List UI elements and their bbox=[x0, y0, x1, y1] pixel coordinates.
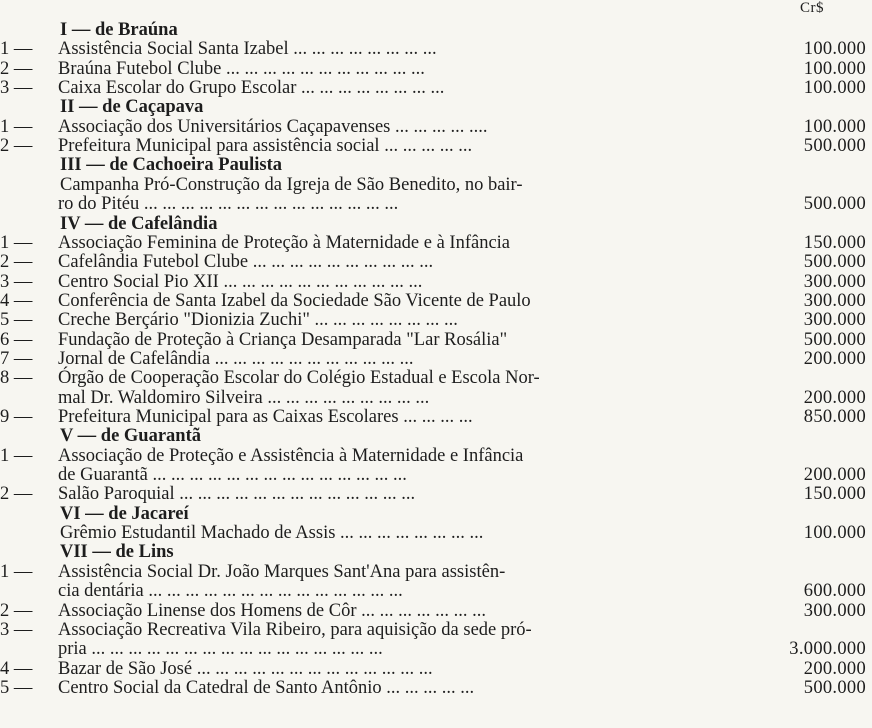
entry-amount: 500.000 bbox=[803, 194, 866, 215]
section-title: I — de Braúna bbox=[60, 20, 178, 40]
entry-number: 1 — bbox=[0, 39, 33, 60]
entry-amount: 100.000 bbox=[803, 58, 866, 79]
entry-amount: 300.000 bbox=[803, 290, 866, 311]
entry-text: Conferência de Santa Izabel da Sociedade São Vicente de Paulo bbox=[58, 290, 531, 311]
entry-amount: 150.000 bbox=[803, 484, 866, 505]
entry-amount: 500.000 bbox=[803, 136, 866, 157]
entry-text: Prefeitura Municipal para assistência social ... ... ... ... ... bbox=[58, 136, 473, 157]
entry-amount: 3.000.000 bbox=[789, 639, 866, 660]
entry-text: Grêmio Estudantil Machado de Assis ... ... ... ... ... ... ... ... bbox=[60, 523, 484, 544]
entry-text: Assistência Social Dr. João Marques Sant'Ana para assistên- bbox=[58, 561, 506, 582]
entry-number: 5 — bbox=[0, 677, 33, 698]
entry-text: mal Dr. Waldomiro Silveira ... ... ... ... ... ... ... ... ... bbox=[58, 387, 430, 408]
entry-amount: 500.000 bbox=[803, 677, 866, 698]
entry-amount: 200.000 bbox=[803, 658, 866, 679]
entry-text: Creche Berçário "Dionizia Zuchi" ... ... ... ... ... ... ... ... bbox=[58, 310, 458, 331]
entry-number: 2 — bbox=[0, 58, 33, 79]
entry-text: Centro Social Pio XII ... ... ... ... ... ... ... ... ... ... ... bbox=[58, 271, 423, 292]
entry-number: 9 — bbox=[0, 407, 33, 427]
entry-number: 1 — bbox=[0, 445, 33, 466]
entry-amount: 100.000 bbox=[803, 523, 866, 544]
entry-number: 6 — bbox=[0, 329, 33, 350]
entry-amount: 600.000 bbox=[803, 581, 866, 602]
entry-number: 7 — bbox=[0, 348, 33, 369]
entry-number: 3 — bbox=[0, 78, 33, 99]
entry-amount: 200.000 bbox=[803, 387, 866, 408]
entry-amount: 100.000 bbox=[803, 116, 866, 137]
entry-number: 3 — bbox=[0, 619, 33, 640]
entry-number: 1 — bbox=[0, 116, 33, 137]
entry-text: Fundação de Proteção à Criança Desamparada "Lar Rosália" bbox=[58, 329, 508, 350]
section-title: VI — de Jacareí bbox=[60, 503, 189, 524]
entry-amount: 300.000 bbox=[803, 310, 866, 331]
entry-number: 2 — bbox=[0, 484, 33, 505]
entry-amount: 150.000 bbox=[803, 232, 866, 253]
entry-text: Campanha Pró-Construção da Igreja de São Benedito, no bair- bbox=[60, 174, 523, 195]
entry-amount: 100.000 bbox=[803, 39, 866, 60]
section-title: VII — de Lins bbox=[60, 542, 174, 563]
section-title: V — de Guarantã bbox=[60, 426, 201, 447]
entry-number: 2 — bbox=[0, 136, 33, 157]
section-title: II — de Caçapava bbox=[60, 97, 204, 118]
entry-amount: 200.000 bbox=[803, 348, 866, 369]
entry-text: cia dentária ... ... ... ... ... ... ... ... ... ... ... ... ... ... bbox=[58, 581, 403, 602]
entry-text: Associação dos Universitários Caçapavenses ... ... ... ... .... bbox=[58, 116, 488, 137]
entry-number: 4 — bbox=[0, 290, 33, 311]
entry-amount: 100.000 bbox=[803, 78, 866, 99]
entry-text: Associação Recreativa Vila Ribeiro, para aquisição da sede pró- bbox=[58, 619, 532, 640]
entry-text: Assistência Social Santa Izabel ... ... ... ... ... ... ... ... bbox=[58, 39, 437, 60]
entry-text: Prefeitura Municipal para as Caixas Escolares ... ... ... ... bbox=[58, 407, 473, 427]
entry-number: 5 — bbox=[0, 310, 33, 331]
entry-number: 1 — bbox=[0, 232, 33, 253]
entry-amount: 300.000 bbox=[803, 600, 866, 621]
entry-text: Cafelândia Futebol Clube ... ... ... ... ... ... ... ... ... ... bbox=[58, 252, 434, 273]
entry-amount: 200.000 bbox=[803, 465, 866, 486]
entry-text: de Guarantã ... ... ... ... ... ... ... ... ... ... ... ... ... ... bbox=[58, 465, 407, 486]
entry-amount: 500.000 bbox=[803, 329, 866, 350]
entry-text: Bazar de São José ... ... ... ... ... ... ... ... ... ... ... ... ... bbox=[58, 658, 433, 679]
section-title: III — de Cachoeira Paulista bbox=[60, 155, 282, 176]
entry-text: Jornal de Cafelândia ... ... ... ... ... ... ... ... ... ... ... bbox=[58, 348, 414, 369]
entry-text: Associação de Proteção e Assistência à Maternidade e Infância bbox=[58, 445, 524, 466]
section-title: IV — de Cafelândia bbox=[60, 213, 218, 234]
entry-number: 1 — bbox=[0, 561, 33, 582]
currency-header: Cr$ bbox=[800, 0, 824, 16]
entry-number: 3 — bbox=[0, 271, 33, 292]
entry-amount: 850.000 bbox=[803, 407, 866, 427]
entry-amount: 300.000 bbox=[803, 271, 866, 292]
entry-text: Salão Paroquial ... ... ... ... ... ... ... ... ... ... ... ... ... bbox=[58, 484, 416, 505]
entry-text: Associação Linense dos Homens de Côr ... ... ... ... ... ... ... bbox=[58, 600, 487, 621]
entry-amount: 500.000 bbox=[803, 252, 866, 273]
entry-text: Braúna Futebol Clube ... ... ... ... ... ... ... ... ... ... ... bbox=[58, 58, 425, 79]
entry-number: 2 — bbox=[0, 252, 33, 273]
entry-number: 8 — bbox=[0, 368, 33, 389]
entry-text: Caixa Escolar do Grupo Escolar ... ... ... ... ... ... ... ... bbox=[58, 78, 445, 99]
entry-text: Associação Feminina de Proteção à Maternidade e à Infância bbox=[58, 232, 511, 253]
entry-text: pria ... ... ... ... ... ... ... ... ... ... ... ... ... ... ... ... bbox=[58, 639, 383, 660]
entry-number: 2 — bbox=[0, 600, 33, 621]
entry-number: 4 — bbox=[0, 658, 33, 679]
entry-text: ro do Pitéu ... ... ... ... ... ... ... ... ... ... ... ... ... ... bbox=[58, 194, 399, 215]
entry-text: Centro Social da Catedral de Santo Antônio ... ... ... ... ... bbox=[58, 677, 475, 698]
entry-text: Órgão de Cooperação Escolar do Colégio Estadual e Escola Nor- bbox=[58, 368, 540, 389]
